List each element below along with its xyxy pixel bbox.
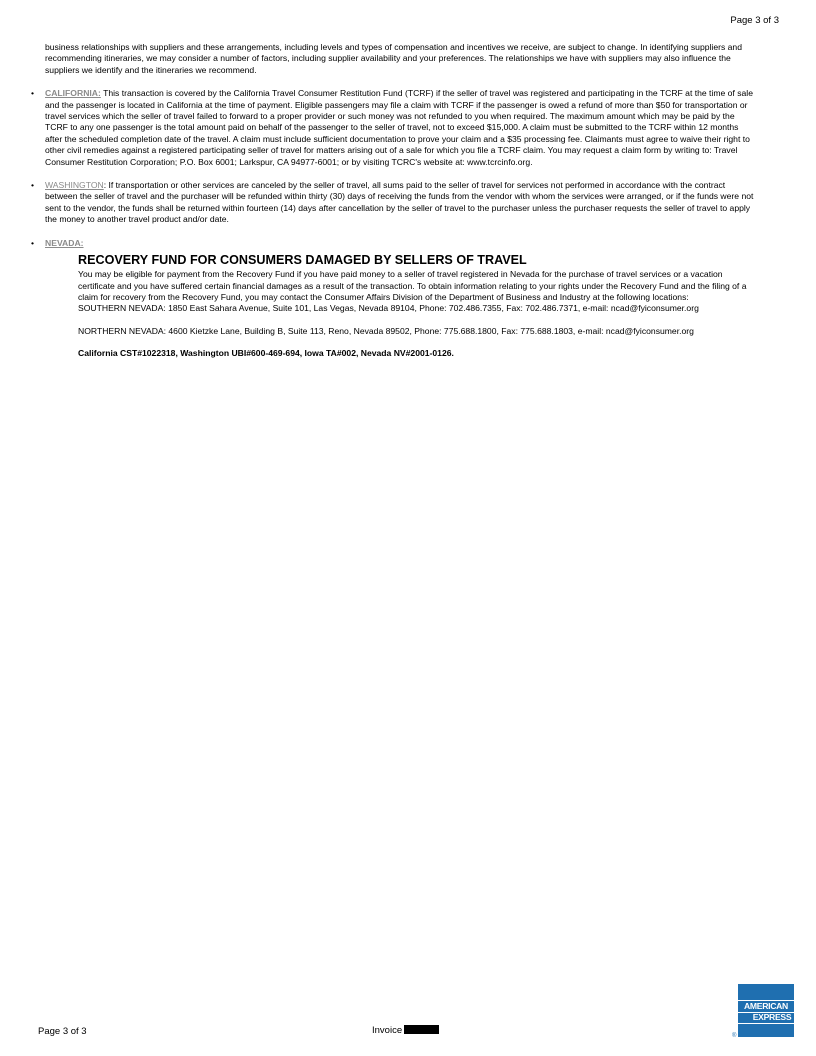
invoice-label: Invoice [372, 1025, 439, 1036]
redacted-invoice-number [404, 1025, 439, 1034]
washington-label: WASHINGTON [45, 180, 104, 191]
page-number-footer: Page 3 of 3 [38, 1026, 87, 1037]
logo-line-american: AMERICAN [744, 1001, 788, 1011]
washington-text: : If transportation or other services are canceled by the seller of travel, all sums paid to the seller of travel for services not performed in accordance with the contract between the seller of travel and the purchaser will be refunded within thirty (30) days of receiving the funds from the vendor with whom the services were arranged, or if the funds were not sent to the vendor, the funds shall be returned within fourteen (14) days after cancellation by the seller of travel to the purchaser unless the purchaser requests the seller of travel to apply the money to another travel product and/or date. [45, 180, 754, 225]
california-text: This transaction is covered by the California Travel Consumer Restitution Fund (TCRF) if the seller of travel was registered and participating in the TCRF at the time of sale and the passenger is located in California at the time of payment. Eligible passengers may file a claim with TCRF if the passenger is owed a refund of more than $50 for transportation or travel services which the seller of travel failed to forward to a proper provider or such money was not refunded to you when required. The maximum amount which may be paid by the TCRF to any one passenger is the total amount paid on behalf of the passenger to the seller of travel, not to exceed $15,000. A claim must be submitted to the TCRF within 12 months after the scheduled completion date of the travel. A claim must include sufficient documentation to prove your claim and a $35 processing fee. Claimants must agree to waive their right to other civil remedies against a registered participating seller of travel for matters arising out of a sale for which you file a TCRF claim. You may request a claim form by writing to: Travel Consumer Restitution Corporation; P.O. Box 6001; Larkspur, CA 94977-6001; or by visiting TCRC's website at: www.tcrcinfo.org. [45, 88, 753, 167]
intro-paragraph: business relationships with suppliers and these arrangements, including levels and types of compensation and incentives we receive, are subject to change. In identifying suppliers and recommending itineraries, we may consider a number of factors, including supplier availability and your preferences. The relationships we have with suppliers may also influence the suppliers we identify and the itineraries we recommend. [45, 42, 742, 75]
nevada-section [31, 237, 757, 360]
american-express-logo [738, 984, 794, 1037]
washington-paragraph [45, 180, 757, 226]
logo-line-express: EXPRESS [752, 1012, 792, 1022]
nevada-recovery-fund [78, 253, 757, 359]
california-section [31, 88, 757, 168]
nevada-label: NEVADA: [45, 237, 84, 248]
northern-nevada-address: NORTHERN NEVADA: 4600 Kietzke Lane, Building B, Suite 113, Reno, Nevada 89502, Phone: 775.688.1800, Fax: 775.688.1803, e-mail: ncad@fyiconsumer.org [78, 325, 694, 336]
bullet-icon: • [31, 88, 35, 99]
bullet-icon: • [31, 180, 35, 191]
bullet-icon: • [31, 237, 35, 248]
southern-nevada-address: SOUTHERN NEVADA: 1850 East Sahara Avenue, Suite 101, Las Vegas, Nevada 89104, Phone: 702.486.7355, Fax: 702.486.7371, e-mail: ncad@fyiconsumer.org [78, 303, 699, 314]
california-paragraph [45, 88, 757, 168]
license-numbers: California CST#1022318, Washington UBI#600-469-694, Iowa TA#002, Nevada NV#2001-0126. [78, 348, 454, 359]
washington-section [31, 180, 757, 226]
nevada-heading: RECOVERY FUND FOR CONSUMERS DAMAGED BY SELLERS OF TRAVEL [78, 253, 527, 268]
page-number-header: Page 3 of 3 [730, 15, 779, 26]
california-label: CALIFORNIA: [45, 88, 101, 99]
nevada-body: You may be eligible for payment from the Recovery Fund if you have paid money to a seller of travel registered in Nevada for the purchase of travel services or a vacation certificate and you have suffered certain financial damages as a result of the transaction. To obtain information relating to your rights under the Recovery Fund and the filing of a claim for recovery from the Recovery Fund, you may contact the Consumer Affairs Division of the Department of Business and Industry at the following locations: [78, 269, 747, 302]
document-body [31, 42, 757, 372]
registered-mark: ® [732, 1033, 737, 1039]
